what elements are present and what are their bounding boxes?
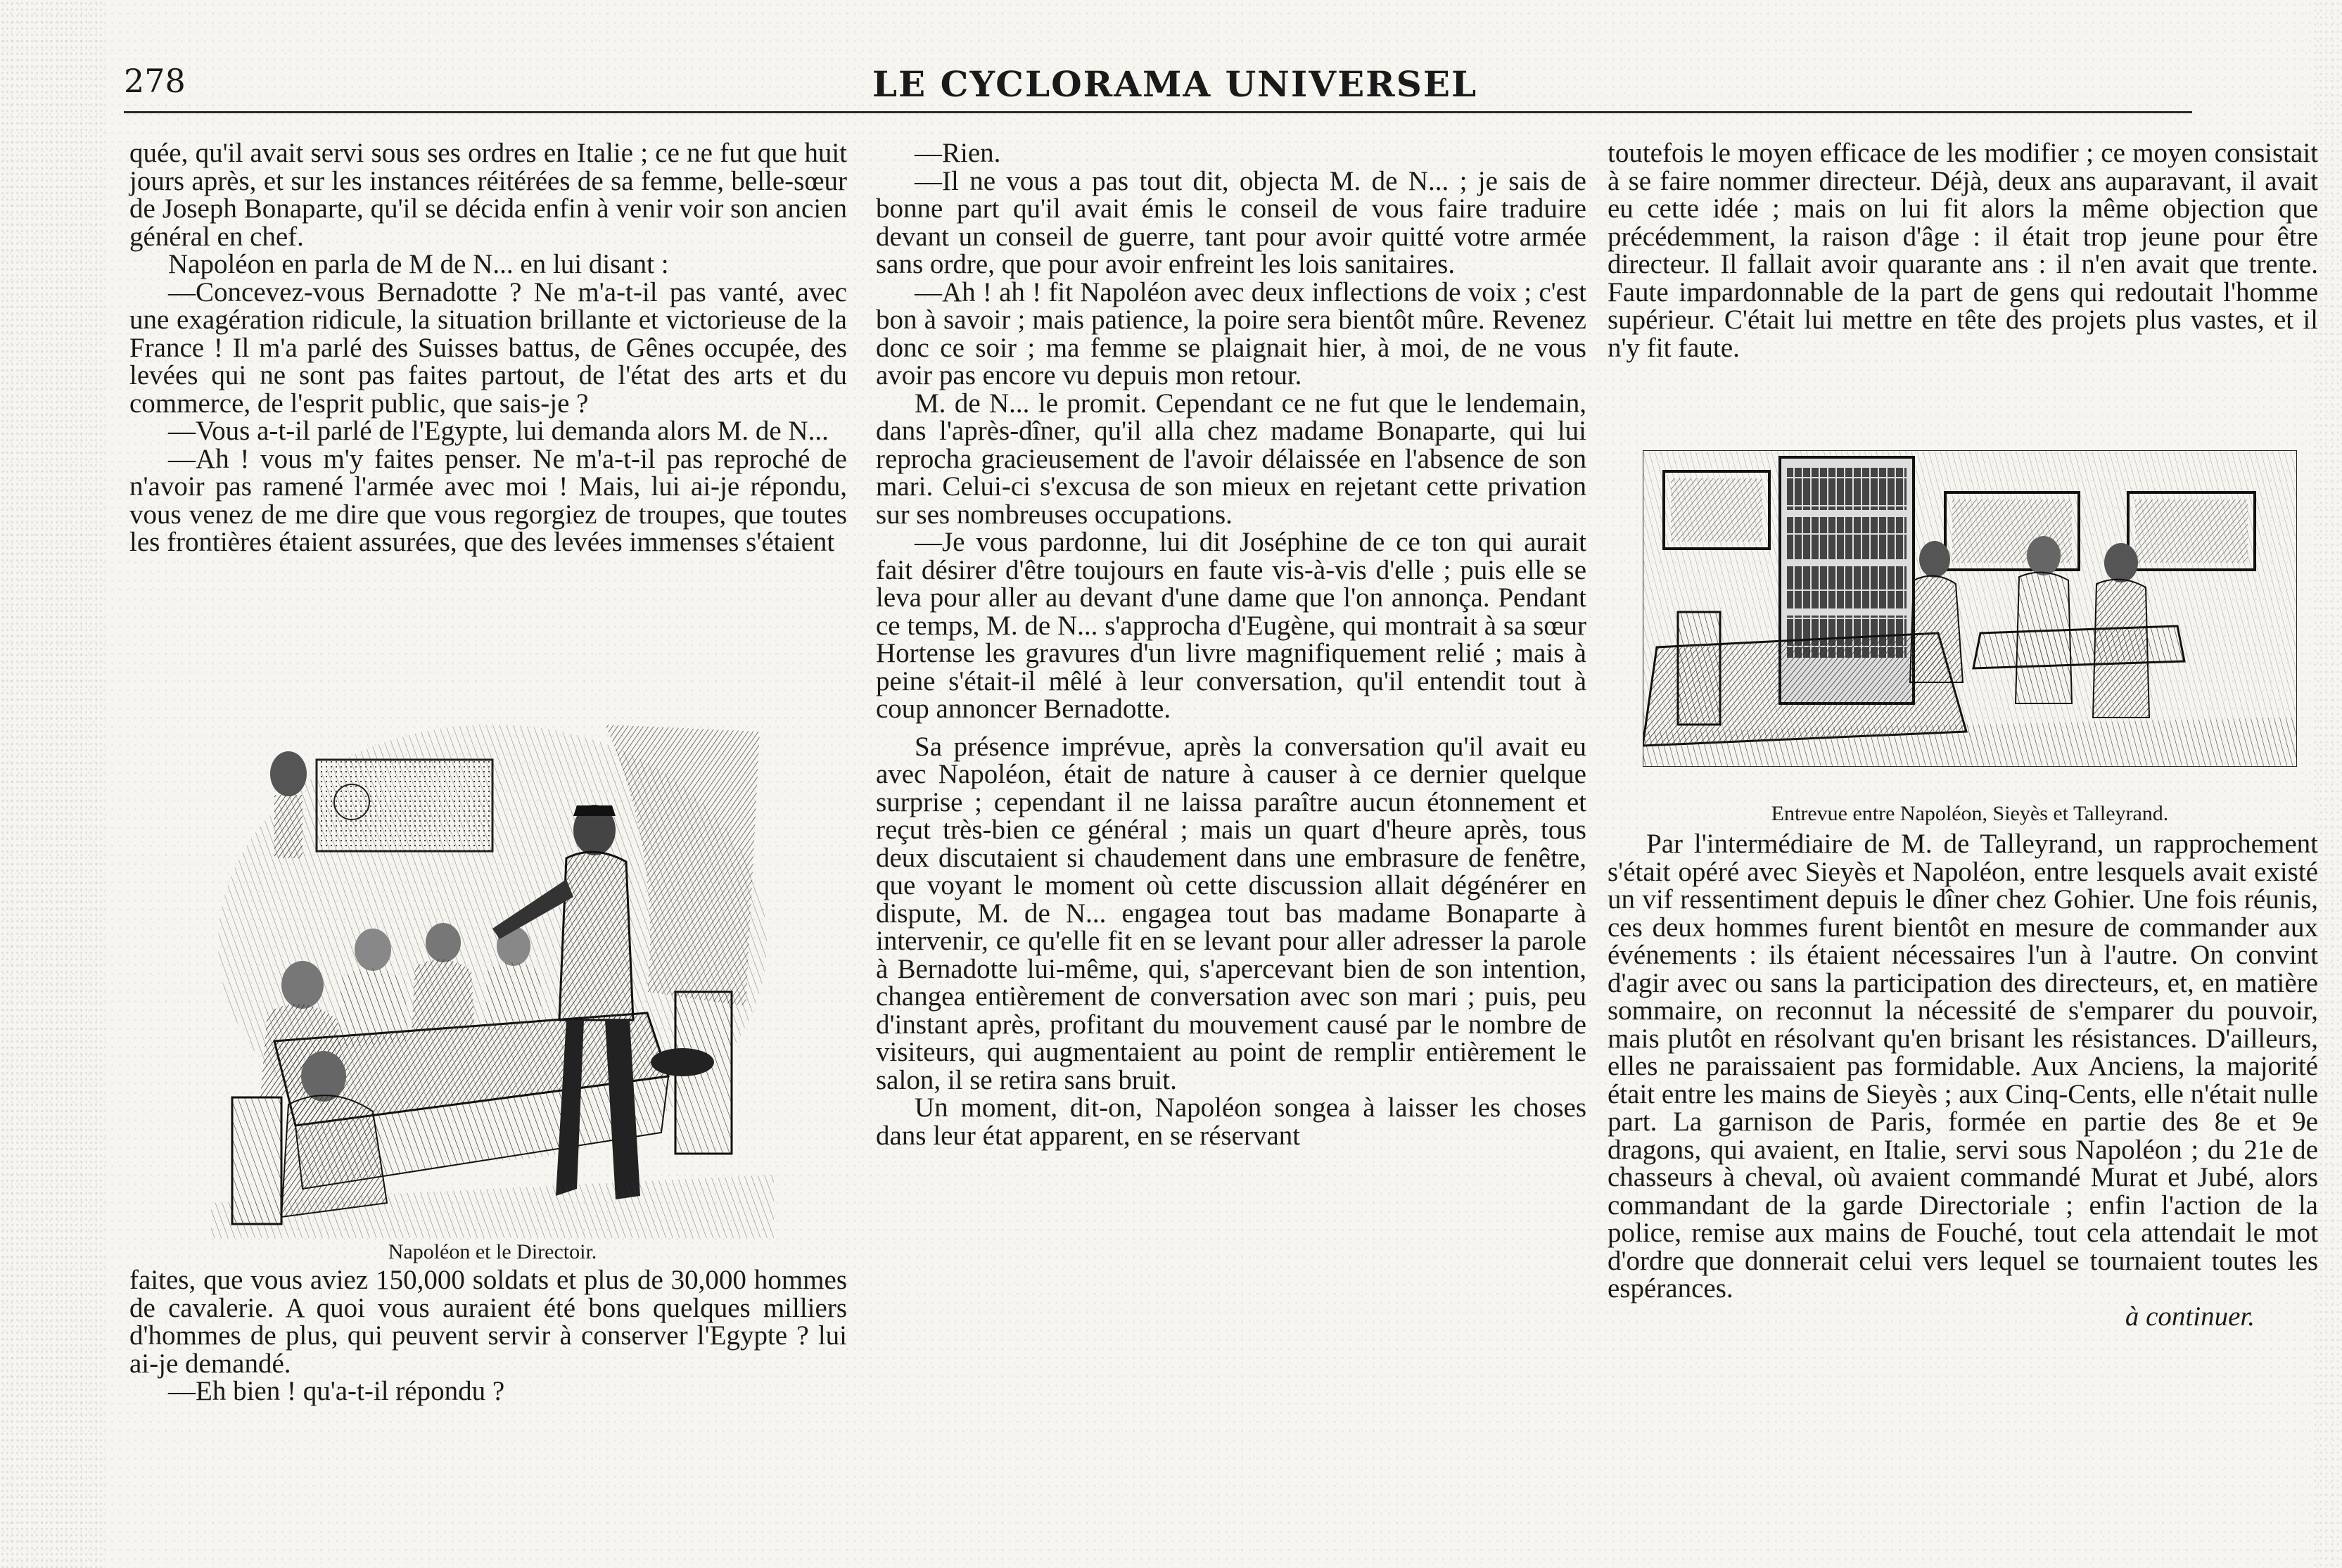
paragraph: —Concevez-vous Bernadotte ? Ne m'a-t-il pas vanté, avec une exagération ridicule, la situation brillante et victorieuse de la France ! Il m'a parlé des Suisses battus, de Gênes occupée, des levées qui ne sont pas faites partout, de l'état des arts et du commerce, de l'esprit public, que sais-je ?	[129, 276, 847, 419]
figure-caption: Entrevue entre Napoléon, Sieyès et Talleyrand.	[1771, 802, 2169, 825]
paragraph: —Eh bien ! qu'a-t-il répondu ?	[168, 1376, 505, 1406]
paragraph: —Ah ! vous m'y faites penser. Ne m'a-t-il pas reproché de n'avoir pas ramené l'armée avec moi ! Mais, lui ai-je répondu, vous venez de me dire que vous regorgiez de troupes, que toutes les frontières étaient assurées, que des levées immenses s'étaient	[129, 443, 847, 557]
page-number: 278	[124, 62, 186, 100]
continuation-note: à continuer.	[2125, 1301, 2255, 1332]
left-edge-speckle	[0, 0, 106, 1568]
engraving-napoleon-directoire	[211, 710, 774, 1238]
paragraph: Par l'intermédiaire de M. de Talleyrand, un rapprochement s'était opéré avec Sieyès et Napoléon, entre lesquels avait existé un vif ressentiment depuis le dîner chez Gohier. Une fois réunis, ces deux hommes furent bientôt en mesure de commander aux événements : ils étaient nécessaires l'un à l'autre. On convint d'agir avec ou sans la participation des directeurs, et, en matière sommaire, on reconnut la nécessité de s'emparer du pouvoir, mais plutôt en résolvant qu'en brisant les résistances. D'ailleurs, elles ne paraissaient pas formidable. Aux Anciens, la majorité était entre les mains de Sieyès ; aux Cinq-Cents, elle n'était nulle part. La garnison de Paris, formée en partie des 8e et 9e dragons, qui avaient, en Italie, servi sous Napoléon ; du 21e de chasseurs à cheval, où avaient commandé Murat et Jubé, alors commandant de la garde Directoriale ; enfin l'action de la police, remise aux mains de Fouché, tout cela attendait le mot d'ordre que donnerait celui vers lequel se tournaient toutes les espérances.	[1608, 829, 2318, 1304]
column-3-upper	[1608, 139, 2318, 362]
paragraph: M. de N... le promit. Cependant ce ne fut que le lendemain, dans l'après-dîner, qu'il alla chez madame Bonaparte, qui lui reprocha gracieusement de l'avoir délaissée en l'absence de son mari. Celui-ci s'excusa de son mieux en rejetant cette privation sur ses nombreuses occupations.	[876, 388, 1586, 530]
paragraph: Sa présence imprévue, après la conversation qu'il avait eu avec Napoléon, était de nature à causer à ce dernier quelque surprise ; cependant il ne laissa paraître aucun étonnement et reçut très-bien ce général ; mais un quart d'heure après, tous deux discutaient si chaudement dans une embrasure de fenêtre, que voyant le moment où cette discussion allait dégénérer en dispute, M. de N... engagea tout bas madame Bonaparte à intervenir, ce qu'elle fit en se levant pour aller adresser la parole à Bernadotte lui-même, qui, s'apercevant bien de son intention, changea entièrement de conversation avec son mari ; puis, peu d'instant après, profitant du mouvement causé par le nombre de visiteurs, qui augmentaient au point de remplir entièrement le salon, il se retira sans bruit.	[876, 731, 1586, 1095]
paragraph: —Vous a-t-il parlé de l'Egypte, lui demanda alors M. de N...	[168, 416, 829, 446]
engraving-napoleon-sieyes-talleyrand	[1643, 450, 2297, 767]
paragraph: —Il ne vous a pas tout dit, objecta M. de N... ; je sais de bonne part qu'il avait émis le conseil de vous faire traduire devant un conseil de guerre, tant pour avoir quitté votre armée sans ordre, que pour avoir enfreint les lois sanitaires.	[876, 165, 1586, 279]
paragraph: toutefois le moyen efficace de les modifier ; ce moyen consistait à se faire nommer directeur. Déjà, deux ans auparavant, il avait eu cette idée ; mais on lui fit alors la même objection que précédemment, la raison d'âge : il était trop jeune pour être directeur. Il fallait avoir quarante ans : il n'en avait que trente. Faute impardonnable de la part de gens qui redoutait l'homme supérieur. C'était lui mettre en tête des projets plus vastes, et il n'y fit faute.	[1608, 138, 2318, 363]
column-1-lower	[129, 1266, 847, 1406]
paragraph: —Rien.	[915, 138, 1001, 168]
masthead-title: LE CYCLORAMA UNIVERSEL	[872, 63, 1478, 105]
paragraph: Napoléon en parla de M de N... en lui disant :	[168, 249, 669, 279]
paragraph: —Ah ! ah ! fit Napoléon avec deux inflections de voix ; c'est bon à savoir ; mais patience, la poire sera bientôt mûre. Revenez donc ce soir ; ma femme se plaignait hier, à moi, de ne vous avoir pas encore vu depuis mon retour.	[876, 276, 1586, 390]
paragraph: faites, que vous aviez 150,000 soldats et plus de 30,000 hommes de cavalerie. A quoi vous auraient été bons quelques milliers d'hommes de plus, qui peuvent servir à conserver l'Egypte ? lui ai-je demandé.	[129, 1265, 847, 1379]
paragraph: quée, qu'il avait servi sous ses ordres en Italie ; ce ne fut que huit jours après, et sur les instances réitérées de sa femme, belle-sœur de Joseph Bonaparte, qu'il se décida enfin à venir voir son ancien général en chef.	[129, 138, 847, 252]
column-3-lower	[1608, 830, 2318, 1330]
column-2	[876, 139, 1586, 1149]
figure-caption: Napoléon et le Directoir.	[388, 1240, 597, 1263]
paragraph: —Je vous pardonne, lui dit Joséphine de ce ton qui aurait fait désirer d'être toujours en faute vis-à-vis d'elle ; puis elle se leva pour aller au devant d'une dame que l'on annonça. Pendant ce temps, M. de N... s'approcha d'Eugène, qui montrait à sa sœur Hortense les gravures d'un livre magnifiquement relié ; mais à peine s'était-il mêlé à leur conversation, qu'il entendit tout à coup annoncer Bernadotte.	[876, 527, 1586, 724]
header-rule	[124, 111, 2192, 113]
paragraph: Un moment, dit-on, Napoléon songea à laisser les choses dans leur état apparent, en se réservant	[876, 1092, 1586, 1151]
column-1-upper	[129, 139, 847, 556]
